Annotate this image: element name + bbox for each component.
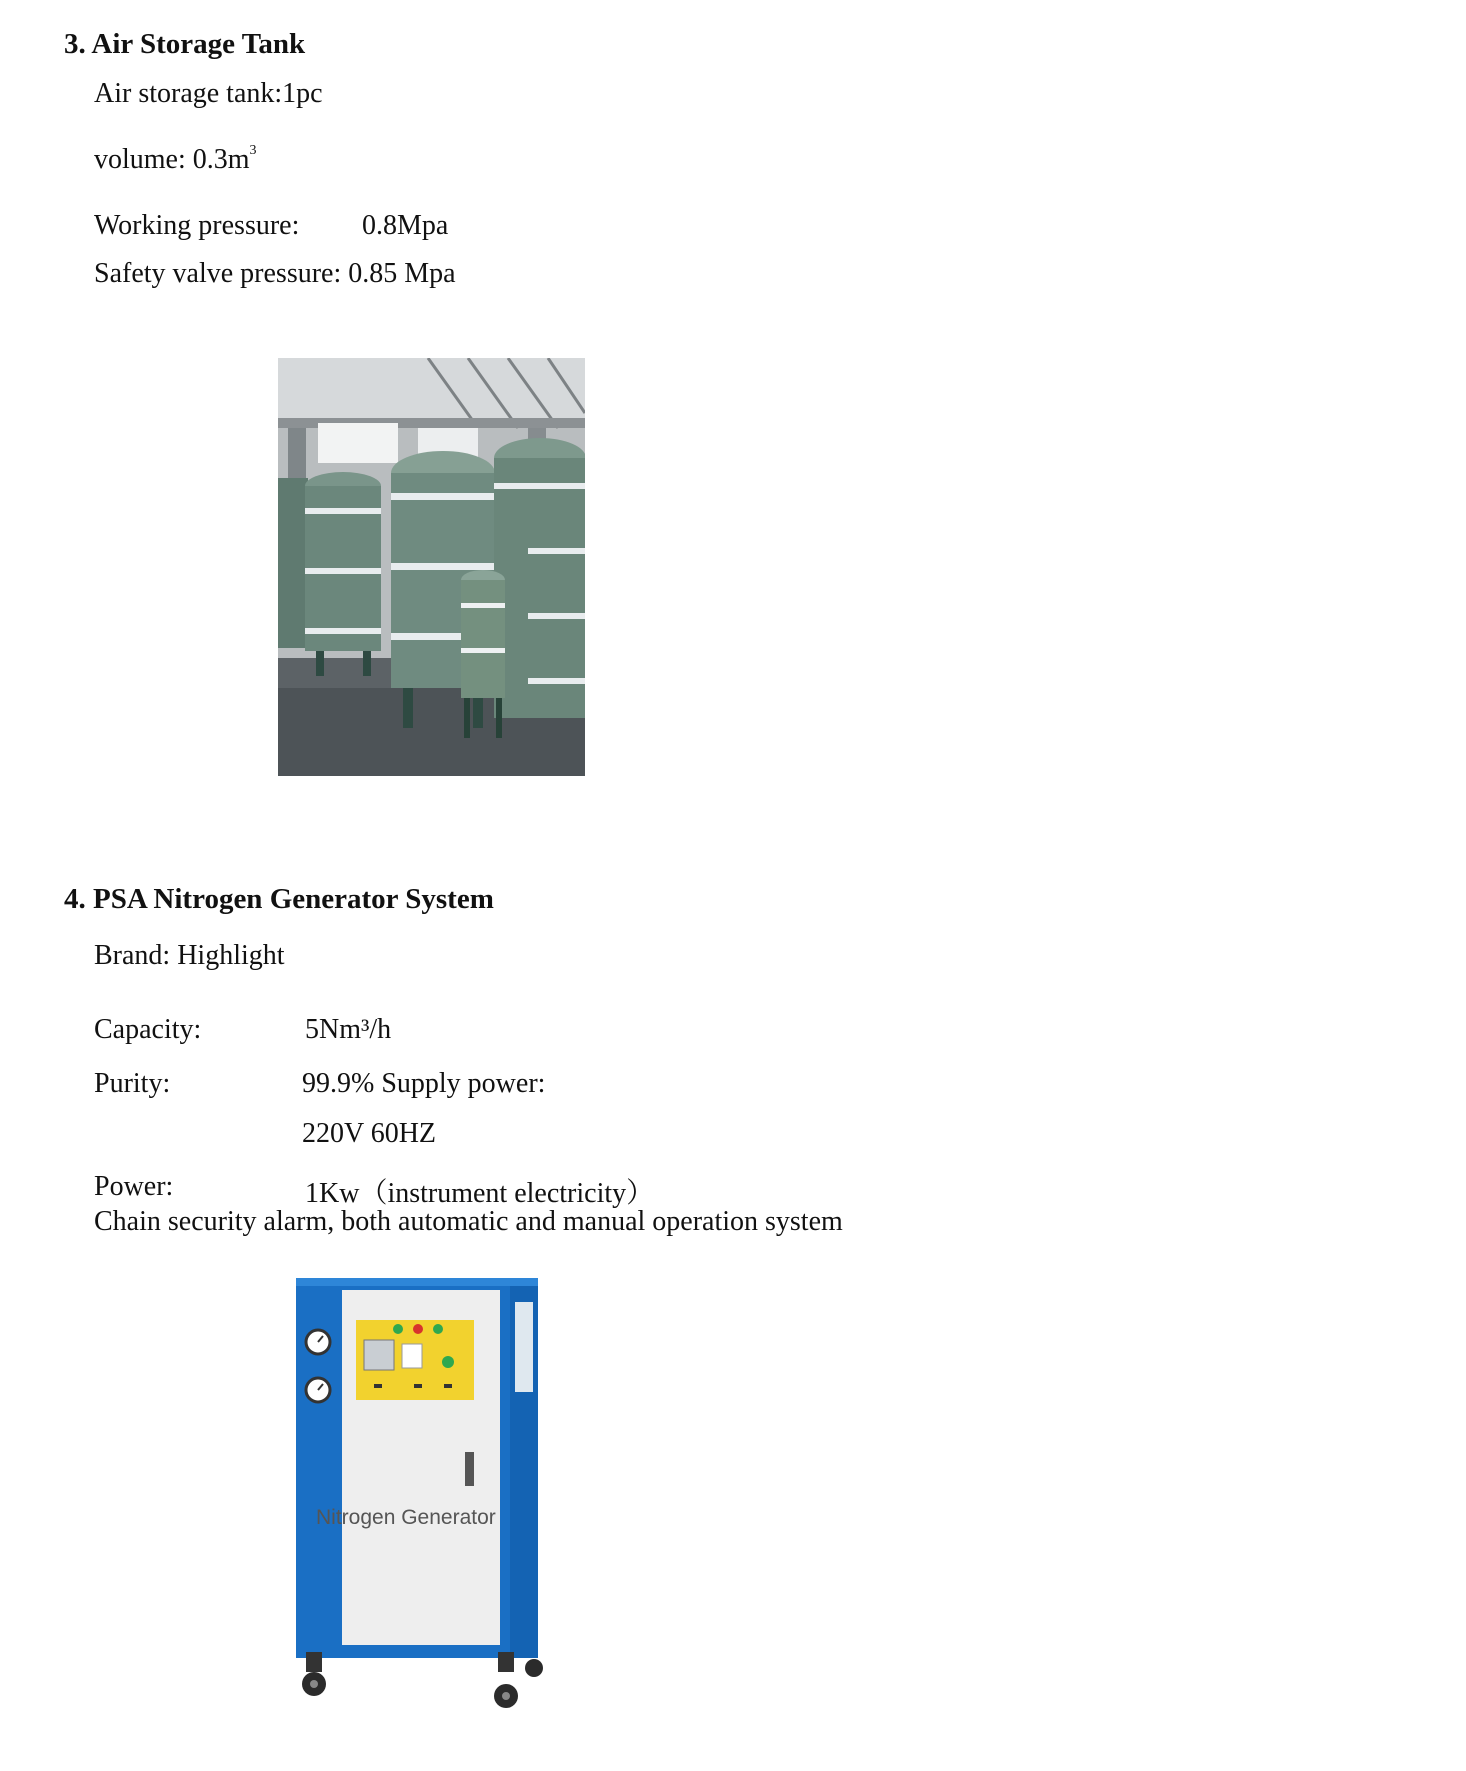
nitrogen-generator-photo xyxy=(290,1272,560,1712)
purity-label: Purity: xyxy=(94,1068,171,1099)
tank-volume xyxy=(94,144,257,176)
purity-value: 99.9% Supply power: xyxy=(302,1068,546,1099)
air-storage-tank-photo xyxy=(278,358,585,776)
capacity-value: 5Nm³/h xyxy=(305,1014,392,1045)
section-4-heading: 4. PSA Nitrogen Generator System xyxy=(64,883,494,915)
safety-valve-pressure: Safety valve pressure: 0.85 Mpa xyxy=(94,258,456,289)
generator-label-text: Nitrogen Generator xyxy=(316,1506,496,1529)
alarm-description: Chain security alarm, both automatic and manual operation system xyxy=(94,1206,843,1237)
working-pressure-label: Working pressure: xyxy=(94,210,300,241)
brand: Brand: Highlight xyxy=(94,940,285,971)
capacity-label: Capacity: xyxy=(94,1014,202,1045)
power-value: 1Kw（instrument electricity） xyxy=(305,1178,655,1209)
tank-volume-text: volume: 0.3m xyxy=(94,144,250,175)
tanks-illustration xyxy=(278,358,585,776)
tank-quantity: Air storage tank:1pc xyxy=(94,78,323,109)
tank-volume-exponent: 3 xyxy=(249,142,257,158)
supply-power-value: 220V 60HZ xyxy=(302,1118,437,1149)
nitrogen-generator-illustration xyxy=(290,1272,560,1712)
working-pressure-value: 0.8Mpa xyxy=(362,210,449,241)
section-3-heading: 3. Air Storage Tank xyxy=(64,28,306,60)
power-label: Power: xyxy=(94,1171,174,1202)
